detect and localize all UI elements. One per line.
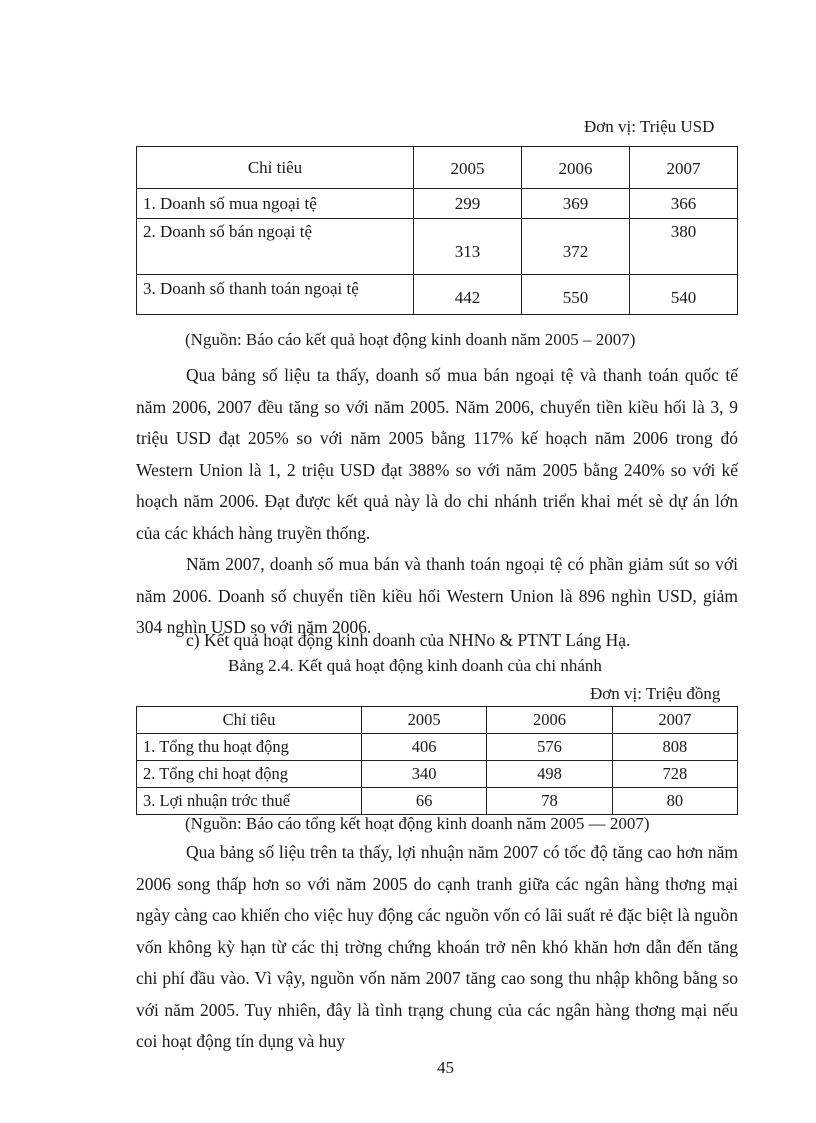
table-header-row [137, 707, 738, 734]
value-cell: 80 [612, 788, 737, 815]
value-cell: 406 [362, 734, 487, 761]
foreign-exchange-table [136, 146, 738, 315]
header-cell: 2005 [414, 147, 522, 189]
section-heading: c) Kết quả hoạt động kinh doanh của NHNo & PTNT Láng Hạ. [186, 630, 631, 650]
value-cell: 366 [630, 189, 738, 219]
value-cell: 550 [522, 275, 630, 315]
value-cell: 728 [612, 761, 737, 788]
value-cell: 66 [362, 788, 487, 815]
table2-source: (Nguồn: Báo cáo tổng kết hoạt động kinh doanh năm 2005 — 2007) [185, 814, 650, 833]
value-cell: 540 [630, 275, 738, 315]
row-label: 3. Lợi nhuận trớc thuế [137, 788, 362, 815]
header-cell: 2006 [522, 147, 630, 189]
body-text-block [136, 360, 738, 644]
table2-caption: Bảng 2.4. Kết quả hoạt động kinh doanh của chi nhánh [228, 656, 602, 675]
header-cell: Chỉ tiêu [137, 707, 362, 734]
table-row [137, 219, 738, 275]
table-row [137, 275, 738, 315]
paragraph: Qua bảng số liệu ta thấy, doanh số mua bán ngoại tệ và thanh toán quốc tế năm 2006, 2007 đều tăng so với năm 2005. Năm 2006, chuyển tiền kiều hối là 3, 9 triệu USD đạt 205% so với năm 2005 bằng 117% kế hoạch năm 2006 trong đó Western Union là 1, 2 triệu USD đạt 388% so với năm 2005 bằng 240% so với kế hoạch năm 2006. Đạt được kết quả này là do chi nhánh triển khai mét sè dự án lớn của các khách hàng truyền thống. [136, 365, 738, 543]
header-cell: 2007 [612, 707, 737, 734]
table-row [137, 734, 738, 761]
business-results-table [136, 706, 738, 815]
paragraph: Qua bảng số liệu trên ta thấy, lợi nhuận năm 2007 có tốc độ tăng cao hơn năm 2006 song thấp hơn so với năm 2005 do cạnh tranh giữa các ngân hàng thơng mại ngày càng cao khiến cho việc huy động các nguồn vốn có lãi suất rẻ đặc biệt là nguồn vốn không kỳ hạn từ các thị trờng chứng khoán trở nên khó khăn hơn dẫn đến tăng chi phí đầu vào. Vì vậy, nguồn vốn năm 2007 tăng cao song thu nhập không bằng so với năm 2005. Tuy nhiên, đây là tình trạng chung của các ngân hàng thơng mại nếu coi hoạt động tín dụng và huy [136, 842, 738, 1051]
value-cell: 442 [414, 275, 522, 315]
header-cell: 2006 [487, 707, 612, 734]
row-label: 2. Doanh số bán ngoại tệ [137, 219, 414, 275]
body-text-block [136, 837, 738, 1058]
table1-unit: Đơn vị: Triệu USD [584, 117, 715, 136]
row-label: 2. Tổng chi hoạt động [137, 761, 362, 788]
value-cell: 372 [522, 219, 630, 275]
header-cell: 2005 [362, 707, 487, 734]
value-cell: 369 [522, 189, 630, 219]
row-label: 3. Doanh số thanh toán ngoại tệ [137, 275, 414, 315]
page-number: 45 [437, 1058, 454, 1077]
value-cell: 380 [630, 219, 738, 275]
value-cell: 498 [487, 761, 612, 788]
value-cell: 299 [414, 189, 522, 219]
value-cell: 78 [487, 788, 612, 815]
header-cell: Chỉ tiêu [137, 147, 414, 189]
table-row [137, 189, 738, 219]
header-cell: 2007 [630, 147, 738, 189]
table-row [137, 761, 738, 788]
value-cell: 340 [362, 761, 487, 788]
row-label: 1. Tổng thu hoạt động [137, 734, 362, 761]
paragraph: Năm 2007, doanh số mua bán và thanh toán ngoại tệ có phần giảm sút so với năm 2006. Doanh số chuyển tiền kiều hối Western Union là 896 nghìn USD, giảm 304 nghìn USD so với năm 2006. [136, 554, 738, 637]
table1-source: (Nguồn: Báo cáo kết quả hoạt động kinh doanh năm 2005 – 2007) [185, 330, 636, 349]
table2-unit: Đơn vị: Triệu đồng [590, 684, 721, 703]
value-cell: 808 [612, 734, 737, 761]
table-row [137, 788, 738, 815]
row-label: 1. Doanh số mua ngoại tệ [137, 189, 414, 219]
value-cell: 576 [487, 734, 612, 761]
table-header-row [137, 147, 738, 189]
value-cell: 313 [414, 219, 522, 275]
